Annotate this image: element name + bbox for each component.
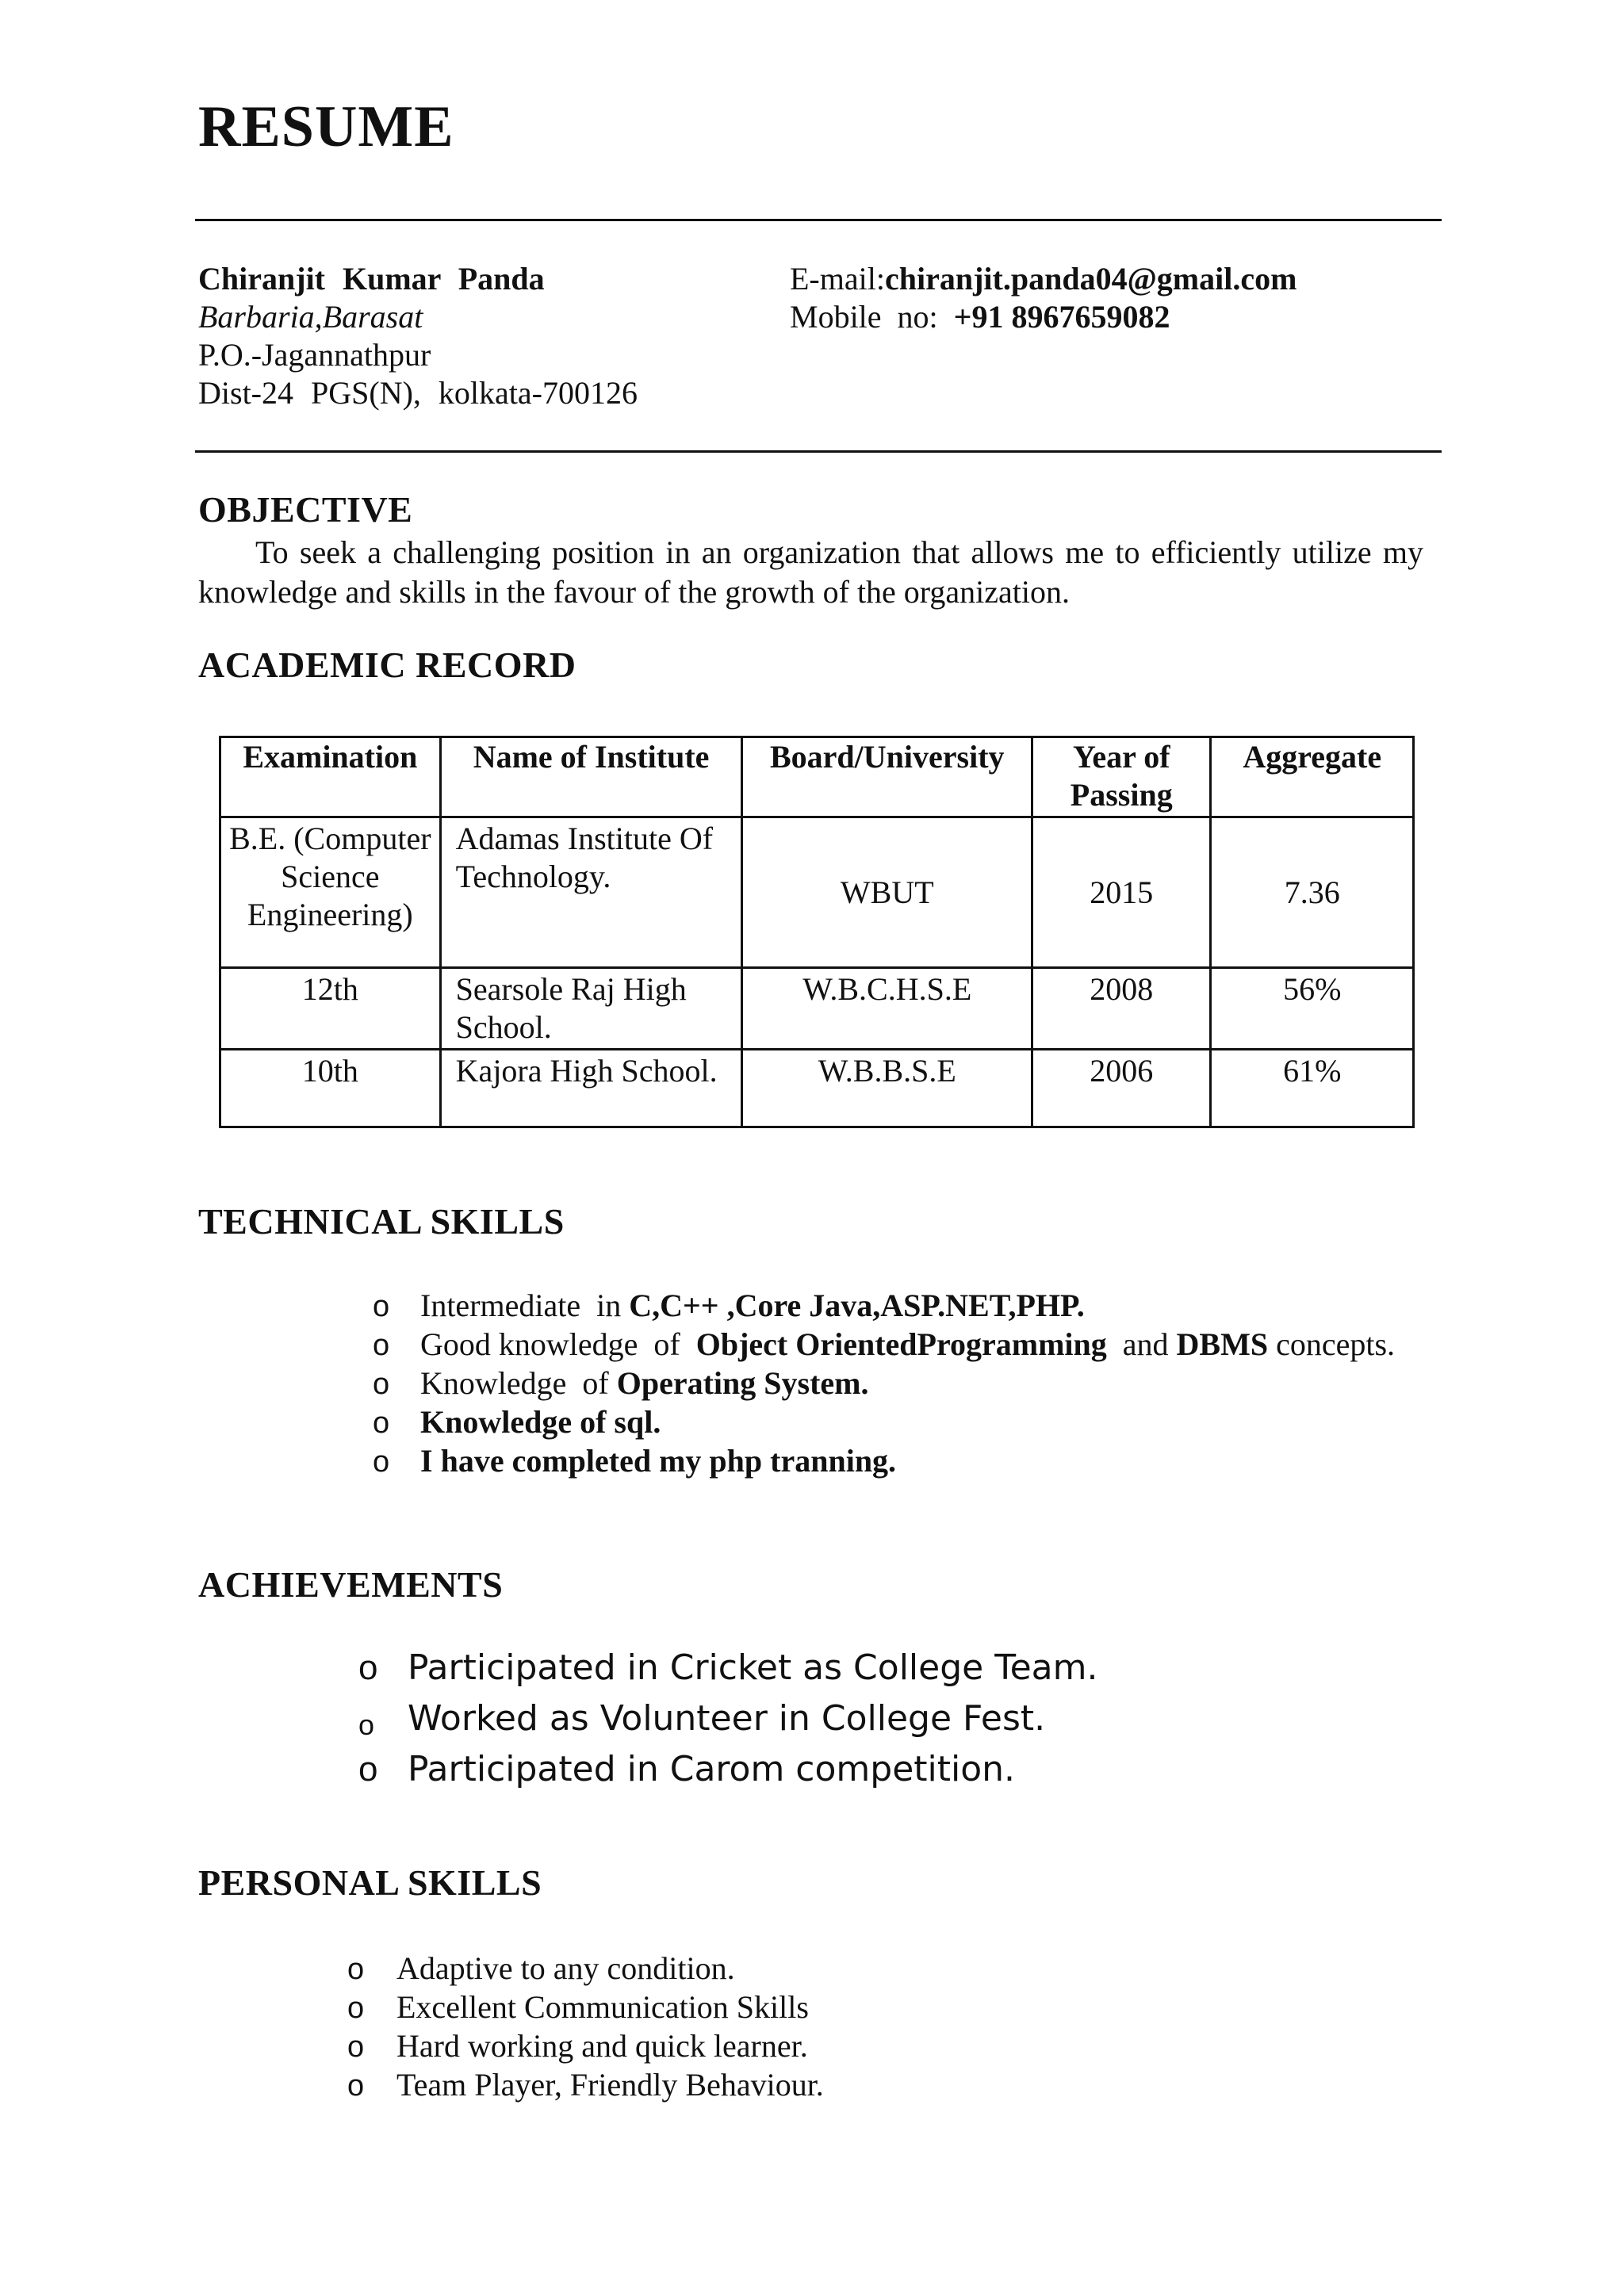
document-title: RESUME	[198, 94, 454, 159]
list-item	[373, 1286, 1395, 1325]
cell-year: 2006	[1032, 1050, 1211, 1127]
objective-heading: OBJECTIVE	[198, 489, 413, 530]
table-row	[220, 817, 1414, 968]
cell-board: W.B.C.H.S.E	[742, 968, 1032, 1050]
list-item	[358, 1744, 1097, 1795]
technical-skills-list	[373, 1286, 1395, 1480]
col-header-aggregate: Aggregate	[1211, 737, 1414, 817]
cell-aggregate: 61%	[1211, 1050, 1414, 1127]
cell-board: WBUT	[742, 817, 1032, 968]
bullet-icon: o	[373, 1406, 390, 1440]
bullet-icon: o	[347, 2069, 365, 2103]
item-text: Worked as Volunteer in College Fest.	[408, 1698, 1046, 1739]
header-divider-top	[195, 219, 1442, 221]
bullet-icon: o	[358, 1648, 378, 1687]
item-bold-text: C,C++ ,Core Java,ASP.NET,PHP.	[629, 1288, 1085, 1323]
technical-skills-heading: TECHNICAL SKILLS	[198, 1201, 565, 1242]
list-item	[358, 1693, 1097, 1744]
item-text: Participated in Carom competition.	[408, 1749, 1016, 1789]
list-item	[373, 1325, 1395, 1364]
list-item	[373, 1441, 1395, 1480]
item-bold-text: Knowledge of sql.	[420, 1404, 661, 1440]
achievements-list	[358, 1643, 1097, 1795]
list-item	[358, 1643, 1097, 1693]
bullet-icon: o	[358, 1750, 378, 1789]
objective-body: To seek a challenging position in an organization that allows me to efficiently utilize my knowledge and skills in the favour of the growth of the organization.	[198, 534, 1423, 610]
cell-examination: 10th	[220, 1050, 441, 1127]
item-bold-text: I have completed my php tranning.	[420, 1443, 897, 1479]
candidate-name: Chiranjit Kumar Panda	[198, 261, 545, 297]
item-middle-text: and	[1106, 1326, 1177, 1362]
cell-aggregate: 7.36	[1211, 817, 1414, 968]
item-text: Knowledge of	[420, 1365, 617, 1401]
mobile-value: +91 8967659082	[953, 299, 1170, 335]
col-header-examination: Examination	[220, 737, 441, 817]
col-header-board: Board/University	[742, 737, 1032, 817]
item-bold-text: Operating System.	[616, 1365, 869, 1401]
list-item	[373, 1364, 1395, 1402]
bullet-icon: o	[347, 2030, 365, 2064]
bullet-icon: o	[373, 1368, 390, 1401]
academic-table	[219, 736, 1415, 1128]
col-header-year: Year of Passing	[1032, 737, 1211, 817]
item-text: Hard working and quick learner.	[396, 2028, 808, 2064]
bullet-icon: o	[358, 1709, 375, 1741]
item-text: Participated in Cricket as College Team.	[408, 1647, 1098, 1688]
personal-skills-list	[347, 1949, 824, 2104]
list-item	[347, 2065, 824, 2104]
cell-aggregate: 56%	[1211, 968, 1414, 1050]
bullet-icon: o	[373, 1290, 390, 1323]
address-line-3: Dist-24 PGS(N), kolkata-700126	[198, 375, 638, 411]
table-row	[220, 968, 1414, 1050]
address-line-1: Barbaria,Barasat	[198, 299, 423, 335]
achievements-heading: ACHIEVEMENTS	[198, 1564, 504, 1605]
cell-year: 2008	[1032, 968, 1211, 1050]
header-divider-bottom	[195, 450, 1442, 453]
email-label: E-mail:	[790, 261, 885, 297]
cell-institute: Searsole Raj High School.	[440, 968, 742, 1050]
col-header-institute: Name of Institute	[440, 737, 742, 817]
cell-board: W.B.B.S.E	[742, 1050, 1032, 1127]
mobile-label: Mobile no:	[790, 299, 954, 335]
mobile-row	[790, 298, 1297, 336]
table-header-row	[220, 737, 1414, 817]
bullet-icon: o	[373, 1329, 390, 1362]
email-value[interactable]: chiranjit.panda04@gmail.com	[884, 261, 1297, 297]
list-item	[347, 1988, 824, 2026]
contact-right	[790, 260, 1297, 336]
bullet-icon: o	[347, 1992, 365, 2025]
bullet-icon: o	[373, 1445, 390, 1479]
academic-heading: ACADEMIC RECORD	[198, 645, 576, 685]
item-suffix-text: concepts.	[1268, 1326, 1396, 1362]
cell-institute: Kajora High School.	[440, 1050, 742, 1127]
list-item	[373, 1402, 1395, 1441]
cell-examination: 12th	[220, 968, 441, 1050]
cell-institute: Adamas Institute Of Technology.	[440, 817, 742, 968]
address-line-2: P.O.-Jagannathpur	[198, 337, 431, 373]
item-text: Intermediate in	[420, 1288, 630, 1323]
list-item	[347, 1949, 824, 1988]
item-text: Adaptive to any condition.	[396, 1950, 735, 1986]
table-row	[220, 1050, 1414, 1127]
item-text: Team Player, Friendly Behaviour.	[396, 2067, 824, 2103]
item-text: Excellent Communication Skills	[396, 1989, 809, 2025]
bullet-icon: o	[347, 1953, 365, 1986]
objective-text	[198, 533, 1423, 612]
personal-skills-heading: PERSONAL SKILLS	[198, 1862, 542, 1903]
cell-examination: B.E. (Computer Science Engineering)	[220, 817, 441, 968]
email-row	[790, 260, 1297, 298]
item-bold-text-2: DBMS	[1176, 1326, 1269, 1362]
contact-left	[198, 260, 638, 412]
item-bold-text: Object OrientedProgramming	[695, 1326, 1107, 1362]
list-item	[347, 2026, 824, 2065]
item-text: Good knowledge of	[420, 1326, 696, 1362]
cell-year: 2015	[1032, 817, 1211, 968]
